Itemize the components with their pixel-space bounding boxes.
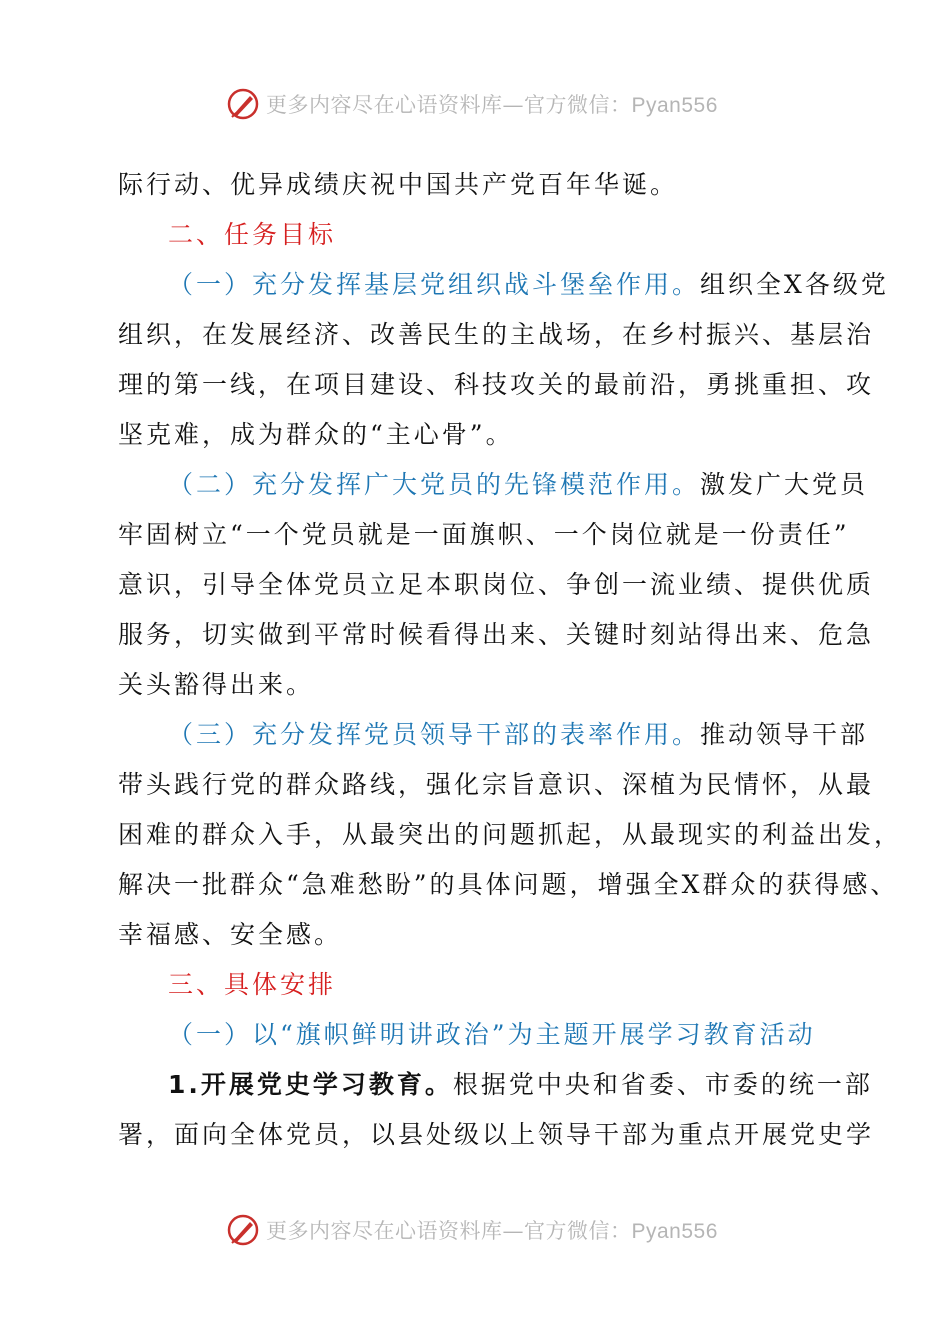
subheading-3: （三）充分发挥党员领导干部的表率作用。 [168,720,701,749]
paragraph-line: 解决一批群众“急难愁盼”的具体问题，增强全X群众的获得感、 [118,870,899,899]
item-heading-1: 1.开展党史学习教育。 [168,1070,453,1099]
paragraph-line: 1.开展党史学习教育。根据党中央和省委、市委的统一部 [168,1070,873,1099]
subheading-2: （二）充分发挥广大党员的先锋模范作用。 [168,470,701,499]
paragraph-line: （二）充分发挥广大党员的先锋模范作用。激发广大党员 [168,470,869,499]
paragraph-line: 意识，引导全体党员立足本职岗位、争创一流业绩、提供优质 [118,570,875,599]
paragraph-line: 带头践行党的群众路线，强化宗旨意识、深植为民情怀，从最 [118,770,875,799]
paragraph-line: （一）充分发挥基层党组织战斗堡垒作用。组织全X各级党 [168,270,889,299]
watermark-footer [226,1210,718,1250]
watermark-header [226,84,718,124]
section-heading-arrangements: 三、具体安排 [168,970,337,999]
paragraph-line: 幸福感、安全感。 [118,920,343,949]
pen-logo-icon [226,87,260,121]
paragraph-line: （三）充分发挥党员领导干部的表率作用。推动领导干部 [168,720,869,749]
pen-logo-icon [226,1213,260,1247]
paragraph-line: 理的第一线，在项目建设、科技攻关的最前沿，勇挑重担、攻 [118,370,875,399]
paragraph-line: 署，面向全体党员，以县处级以上领导干部为重点开展党史学 [118,1120,875,1149]
paragraph-line: 际行动、优异成绩庆祝中国共产党百年华诞。 [118,170,679,199]
paragraph-line: 牢固树立“一个党员就是一面旗帜、一个岗位就是一份责任” [118,520,850,549]
paragraph-line: 组织，在发展经济、改善民生的主战场，在乡村振兴、基层治 [118,320,875,349]
subheading-activity: （一）以“旗帜鲜明讲政治”为主题开展学习教育活动 [168,1020,816,1049]
paragraph-line: 关头豁得出来。 [118,670,315,699]
paragraph-line: 服务，切实做到平常时候看得出来、关键时刻站得出来、危急 [118,620,875,649]
watermark-text: 更多内容尽在心语资料库—官方微信：Pyan556 [266,1219,718,1243]
section-heading-task-goals: 二、任务目标 [168,220,337,249]
document-body [118,160,903,1160]
paragraph-line: 困难的群众入手，从最突出的问题抓起，从最现实的利益出发， [118,820,903,849]
watermark-text: 更多内容尽在心语资料库—官方微信：Pyan556 [266,93,718,117]
subheading-1: （一）充分发挥基层党组织战斗堡垒作用。 [168,270,701,299]
paragraph-line: 坚克难，成为群众的“主心骨”。 [118,420,514,449]
